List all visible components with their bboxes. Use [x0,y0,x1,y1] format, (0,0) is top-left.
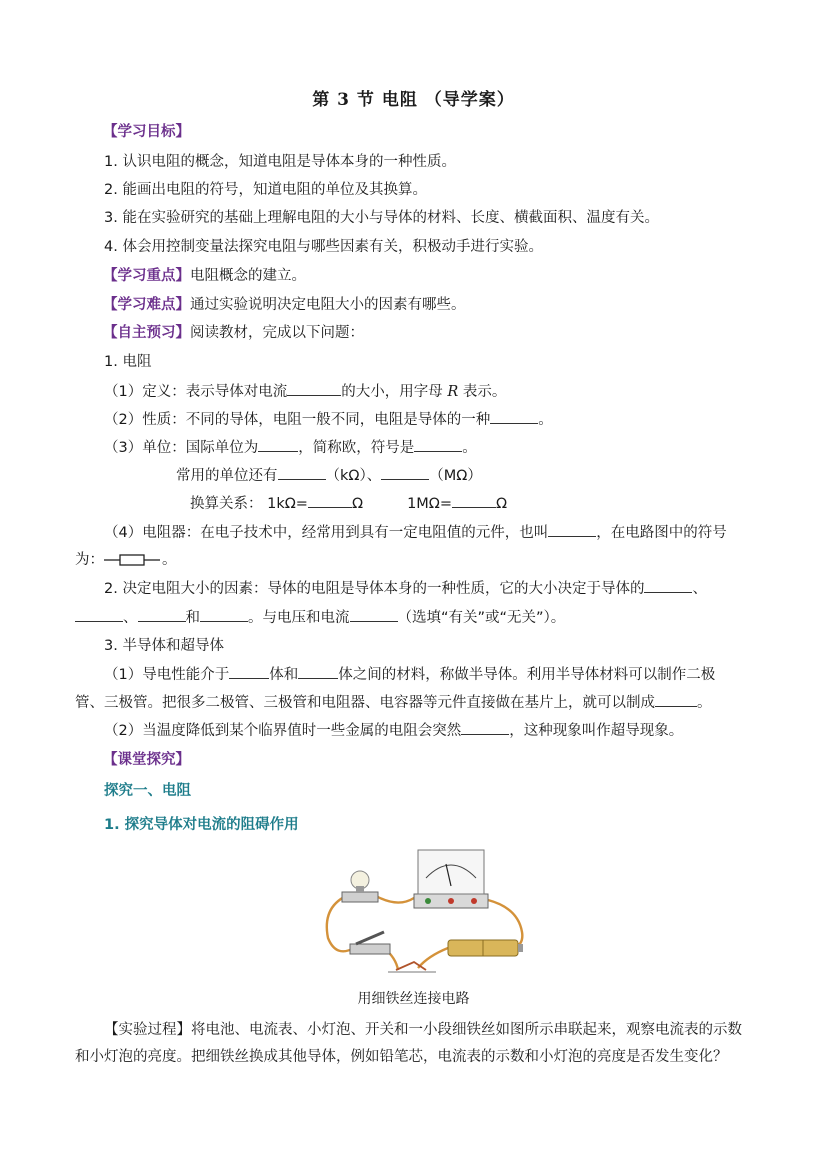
blank[interactable] [258,437,298,452]
blank[interactable] [452,493,496,508]
text: 的大小，用字母 [341,384,443,400]
text: （kΩ）、 [325,468,382,484]
blank[interactable] [461,720,509,735]
lamp-socket [356,886,364,892]
switch-lever [356,932,384,944]
semiconductor-line-2 [75,692,712,713]
wire [376,896,414,903]
property-line [104,409,553,430]
text: （3）单位：国际单位为 [104,440,259,456]
blank[interactable] [644,578,692,593]
switch-base [350,944,390,954]
text: （2）当温度降低到某个临界值时一些金属的电阻会突然 [104,723,462,739]
terminal [448,898,454,904]
blank[interactable] [548,522,596,537]
blank[interactable] [308,493,352,508]
explore-subtitle-2: 1. 探究导体对电流的阻碍作用 [104,817,299,833]
battery-terminal [518,944,523,952]
procedure-line-2: 和小灯泡的亮度。把细铁丝换成其他导体，例如铅笔芯，电流表的示数和小灯泡的亮度是否发生变化？ [75,1049,728,1065]
blank[interactable] [350,607,398,622]
text: （1）定义：表示导体对电流 [104,384,288,400]
explore-tag: 【课堂探究】 [103,752,190,768]
wire [418,948,448,968]
ammeter-face [418,850,484,894]
blank[interactable] [655,692,697,707]
terminal [425,898,431,904]
text: （1）导电性能介于 [104,667,230,683]
common-units-line [176,465,482,486]
goals-tag: 【学习目标】 [103,124,190,140]
factors-line [104,578,707,599]
unit-line [104,437,477,458]
lamp-base [342,892,378,902]
focus-tag: 【学习重点】 [103,268,190,284]
blank[interactable] [200,607,248,622]
page-title: 第 3 节 电阻 （导学案） [312,90,515,110]
text: 。 [697,695,712,711]
terminal [471,898,477,904]
factors-line-2 [75,607,565,628]
goal-item: 1. 认识电阻的概念，知道电阻是导体本身的一种性质。 [104,154,456,170]
semiconductor-line [104,664,715,685]
letter-r: R [447,384,459,400]
text: 为： [75,552,104,568]
blank[interactable] [298,664,338,679]
text: （2）性质：不同的导体，电阻一般不同，电阻是导体的一种 [104,412,491,428]
resistor-symbol-icon [104,553,162,567]
text: Ω [496,496,508,512]
goal-item: 4. 体会用控制变量法探究电阻与哪些因素有关，积极动手进行实验。 [104,239,543,255]
blank[interactable] [381,465,429,480]
section-1: 1. 电阻 [104,354,152,370]
blank[interactable] [138,607,186,622]
blank[interactable] [287,381,341,396]
text: 。与电压和电流 [248,610,350,626]
goal-item: 2. 能画出电阻的符号，知道电阻的单位及其换算。 [104,182,427,198]
text: 常用的单位还有 [176,468,278,484]
conversion-line [190,493,507,514]
text: 体之间的材料，称做半导体。利用半导体材料可以制作二极 [338,667,716,683]
text: 换算关系： 1kΩ= [190,496,308,512]
procedure-line [104,1020,742,1040]
text: 、 [692,581,707,597]
superconductor-line [104,720,683,741]
text: 2. 决定电阻大小的因素：导体的电阻是导体本身的一种性质，它的大小决定于导体的 [104,581,645,597]
text: ，这种现象叫作超导现象。 [509,723,684,739]
procedure-text: 将电池、电流表、小灯泡、开关和一小段细铁丝如图所示串联起来，观察电流表的示数 [191,1022,742,1038]
explore-subtitle: 探究一、电阻 [104,783,191,799]
preview-tag: 【自主预习】 [103,325,190,341]
difficulty-text: 通过实验说明决定电阻大小的因素有哪些。 [190,297,466,313]
focus-line [103,266,306,286]
difficulty-tag: 【学习难点】 [103,297,190,313]
wire [327,896,354,951]
resistor-line [104,522,727,543]
blank[interactable] [490,409,538,424]
text: 和 [185,610,200,626]
text: 。 [462,440,477,456]
text: ，简称欧，符号是 [298,440,415,456]
preview-text: 阅读教材，完成以下问题： [190,325,364,341]
focus-text: 电阻概念的建立。 [190,268,306,284]
difficulty-line [103,295,466,315]
text: 体和 [269,667,299,683]
procedure-tag: 【实验过程】 [104,1022,191,1038]
text: （4）电阻器：在电子技术中，经常用到具有一定电阻值的元件，也叫 [104,525,549,541]
blank[interactable] [278,465,326,480]
goal-item: 3. 能在实验研究的基础上理解电阻的大小与导体的材料、长度、横截面积、温度有关。 [104,210,659,226]
circuit-diagram [318,848,530,980]
definition-line [104,381,506,402]
text: 管、三极管。把很多二极管、三极管和电阻器、电容器等元件直接做在基片上，就可以制成 [75,695,655,711]
text: Ω [351,496,364,512]
text: 、 [123,610,138,626]
text: （选填“有关”或“无关”）。 [397,610,566,626]
text: 表示。 [462,384,507,400]
resistor-symbol-line [75,550,177,570]
blank[interactable] [75,607,123,622]
text: 。 [538,412,553,428]
text: （MΩ） [429,468,482,484]
text: 1MΩ= [407,496,453,512]
blank[interactable] [414,437,462,452]
blank[interactable] [229,664,269,679]
text: ，在电路图中的符号 [596,525,727,541]
text: 。 [162,552,177,568]
preview-line [103,323,364,343]
figure-caption: 用细铁丝连接电路 [357,991,470,1007]
section-3: 3. 半导体和超导体 [104,638,224,654]
